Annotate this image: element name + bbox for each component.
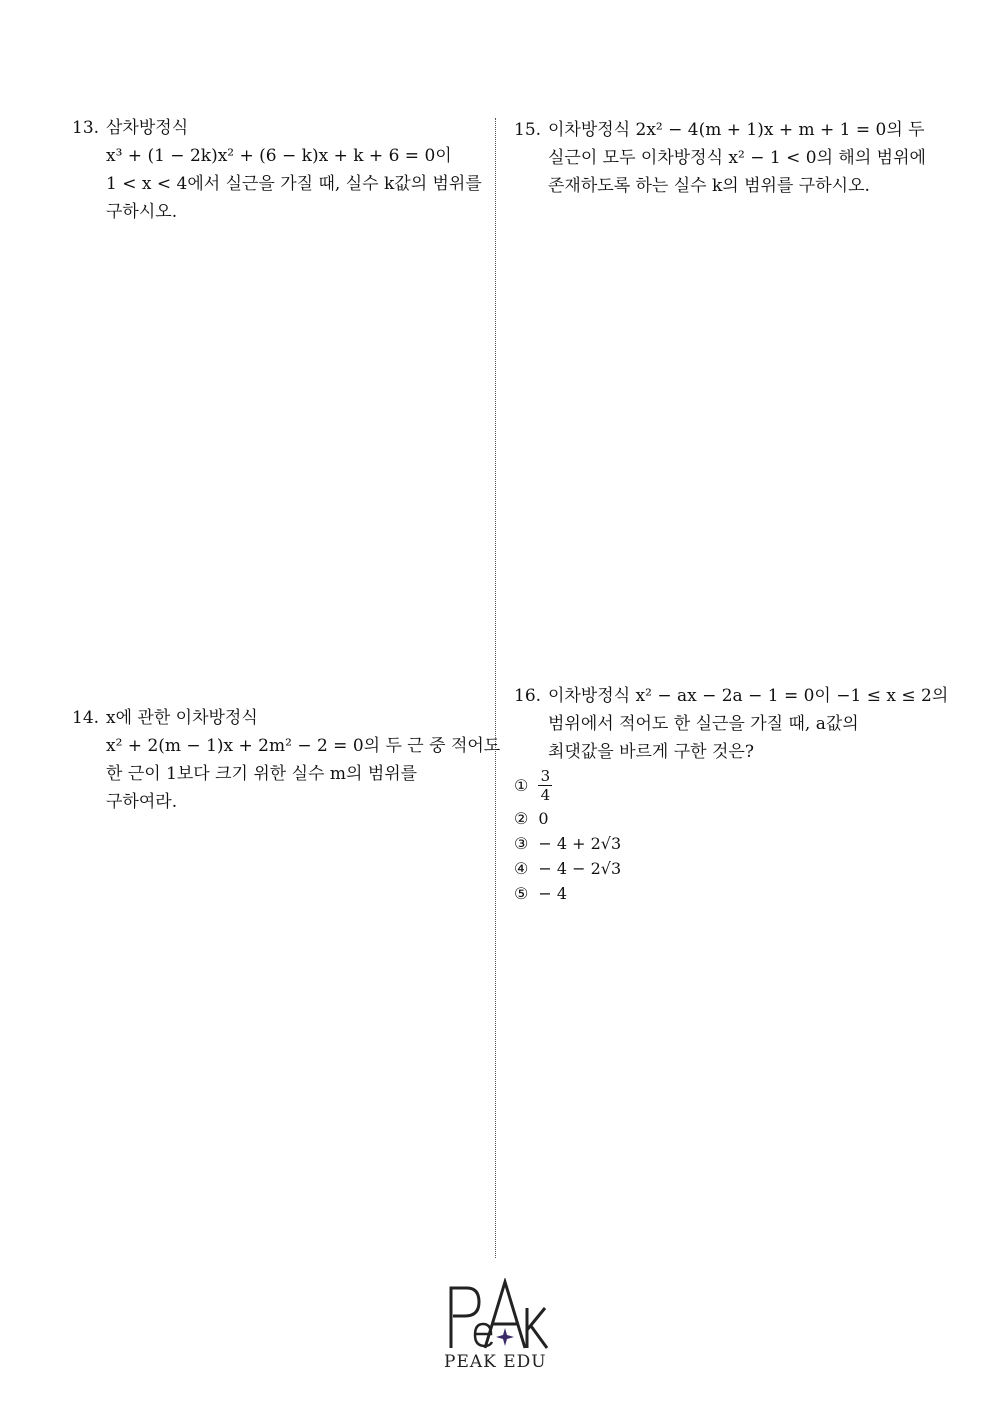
fraction-numerator: 3 xyxy=(540,767,551,785)
problem-line: 이차방정식 2x² − 4(m + 1)x + m + 1 = 0의 두 xyxy=(548,120,925,140)
choice-mark: ④ xyxy=(514,859,529,878)
problem-13 xyxy=(72,114,482,234)
choice-1[interactable] xyxy=(514,768,621,803)
problem-line: 삼차방정식 xyxy=(106,118,189,138)
problem-line: 실근이 모두 이차방정식 x² − 1 < 0의 해의 범위에 xyxy=(548,148,926,168)
fraction xyxy=(538,768,552,803)
choice-3[interactable] xyxy=(514,834,621,853)
choice-5[interactable] xyxy=(514,884,621,903)
problem-16 xyxy=(514,682,949,772)
problem-line: x에 관한 이차방정식 xyxy=(106,708,258,728)
choice-mark: ③ xyxy=(514,834,529,853)
problem-line: x² + 2(m − 1)x + 2m² − 2 = 0의 두 근 중 적어도 xyxy=(106,736,501,756)
problem-line: 범위에서 적어도 한 실근을 가질 때, a값의 xyxy=(548,714,859,734)
choice-text: − 4 xyxy=(538,884,568,903)
problem-number: 16. xyxy=(514,686,542,706)
problem-number: 14. xyxy=(72,708,100,728)
choice-4[interactable] xyxy=(514,859,621,878)
logo-caption: PEAK EDU xyxy=(444,1352,547,1372)
choice-mark: ① xyxy=(514,776,529,795)
problem-line: 존재하도록 하는 실수 k의 범위를 구하시오. xyxy=(548,176,870,196)
problem-line: 이차방정식 x² − ax − 2a − 1 = 0이 −1 ≤ x ≤ 2의 xyxy=(548,686,949,706)
choice-2[interactable] xyxy=(514,809,621,828)
peak-logo-mark xyxy=(445,1278,549,1350)
problem-15 xyxy=(514,116,934,206)
choice-text: 0 xyxy=(538,809,549,828)
problem-line: 1 < x < 4에서 실근을 가질 때, 실수 k값의 범위를 xyxy=(106,174,482,194)
fraction-denominator: 4 xyxy=(540,786,551,804)
problem-line: 구하시오. xyxy=(106,202,178,222)
problem-line: x³ + (1 − 2k)x² + (6 − k)x + k + 6 = 0이 xyxy=(106,146,452,166)
choice-mark: ⑤ xyxy=(514,884,529,903)
problem-number: 13. xyxy=(72,118,100,138)
problem-14 xyxy=(72,704,501,824)
problem-line: 최댓값을 바르게 구한 것은? xyxy=(548,742,754,762)
answer-choices xyxy=(514,768,621,907)
choice-text: − 4 + 2√3 xyxy=(538,834,622,853)
column-divider xyxy=(495,118,496,1258)
choice-text: − 4 − 2√3 xyxy=(538,859,622,878)
problem-number: 15. xyxy=(514,120,542,140)
problem-line: 한 근이 1보다 크기 위한 실수 m의 범위를 xyxy=(106,764,418,784)
problem-line: 구하여라. xyxy=(106,792,178,812)
choice-mark: ② xyxy=(514,809,529,828)
